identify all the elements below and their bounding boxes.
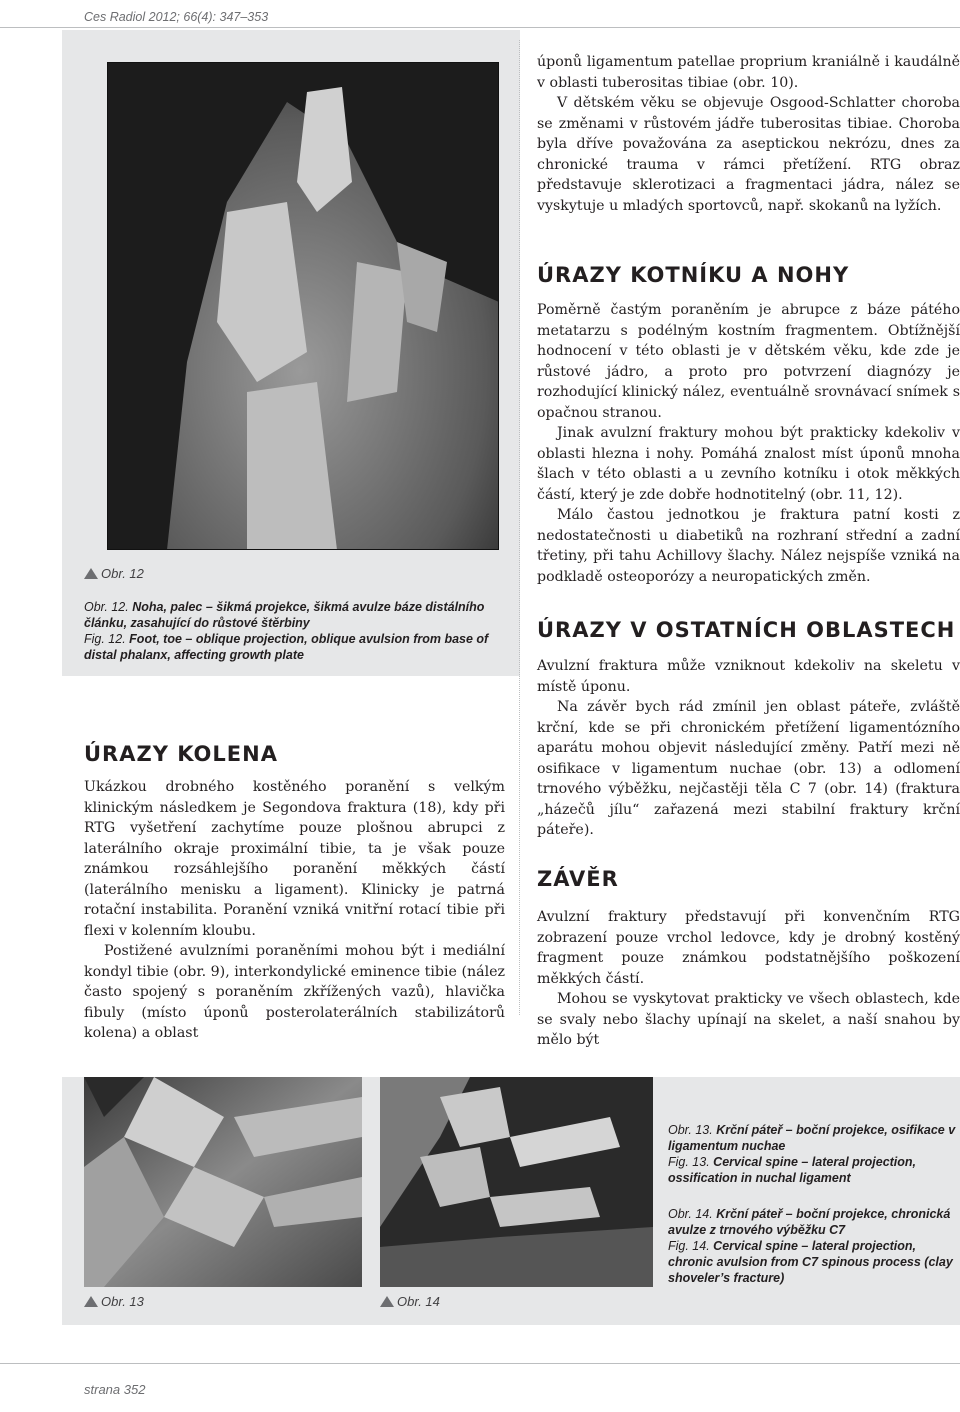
right-column-top-text: [537, 52, 960, 216]
caption-en-text: Cervical spine – lateral projection, ossification in nuchal ligament: [668, 1155, 917, 1185]
heading-conclusion: ZÁVĚR: [537, 867, 619, 891]
column-divider: [519, 40, 520, 1015]
paragraph: Poměrně častým poraněním je abrupce z báze pátého metatarzu s podélným kostním fragmentem. Obtížnější hodnocení v této oblasti je v dětském věku, kde zde je růstové jádro, a proto pro potvrzení diagnózy je rozhodující klinický nález, eventuálně srovnávací snímek s opačnou stranou.: [537, 302, 960, 421]
paragraph: Na závěr bych rád zmínil jen oblast páteře, zvláště krční, kde se při chronickém přetížení ligamentózního aparátu mohou objevit následující změny. Patří mezi ně osifikace v ligamentum nuchae (obr. 13) a odlomení trnového výběžku, nejčastěji těla C 7 (obr. 14) (fraktura „házečů jílu“ zařazená mezi stabilní fraktury krční páteře).: [537, 699, 960, 838]
page-number: strana 352: [84, 1382, 146, 1397]
header-rule: [0, 27, 960, 28]
caption-en-text: Foot, toe – oblique projection, oblique avulsion from base of distal phalanx, affecting growth plate: [84, 632, 489, 662]
heading-other-regions: ÚRAZY V OSTATNÍCH OBLASTECH: [537, 618, 956, 642]
figure-12-marker: [84, 566, 144, 581]
triangle-marker-icon: [84, 568, 98, 579]
figure-12-caption: [84, 599, 502, 663]
paragraph: Ukázkou drobného kostěného poranění s velkým klinickým následkem je Segondova fraktura (18), kdy při RTG vyšetření zachytíme pouze plošnou abrupci z laterálního okraje proximální tibie, ta je však pouze známkou rozsáhlejšího poranění měkkých částí (laterálního menisku a ligament). Klinicky je patrná rotační instabilita. Poranění vzniká vnitřní rotací tibie při flexi v kolenním kloubu.: [84, 779, 505, 939]
paragraph: Avulzní fraktury představují při konvenčním RTG zobrazení pouze vrchol ledovce, kdy je drobný kostěný fragment pouze známkou podstatnějšího poškození měkkých částí.: [537, 909, 960, 987]
caption-cz-label: Obr. 13.: [668, 1123, 713, 1137]
journal-citation: Ces Radiol 2012; 66(4): 347–353: [84, 10, 269, 24]
caption-cz-label: Obr. 12.: [84, 600, 129, 614]
figure-14-marker: [380, 1294, 440, 1309]
caption-en-text: Cervical spine – lateral projection, chronic avulsion from C7 spinous process (clay shoveler’s fracture): [668, 1239, 953, 1285]
figure-14-caption: [668, 1206, 956, 1286]
figure-14-marker-label: Obr. 14: [397, 1294, 440, 1309]
caption-cz-text: Noha, palec – šikmá projekce, šikmá avulze báze distálního článku, zasahující do růstové štěrbiny: [84, 600, 485, 630]
figure-13-marker-label: Obr. 13: [101, 1294, 144, 1309]
paragraph: Avulzní fraktura může vzniknout kdekoliv na skeletu v místě úponu.: [537, 658, 960, 695]
caption-cz-text: Krční páteř – boční projekce, chronická avulze z trnového výběžku C7: [668, 1207, 951, 1237]
paragraph: Jinak avulzní fraktury mohou být prakticky kdekoliv v oblasti hlezna i nohy. Pomáhá znalost míst úponů mnoha šlach v této oblasti a u zevního kotníku i otok měkkých částí, který je zde dobře hodnotitelný (obr. 11, 12).: [537, 425, 960, 503]
heading-knee-injuries: ÚRAZY KOLENA: [84, 742, 278, 766]
figure-14-xray: [380, 1077, 653, 1287]
figure-12-xray: [107, 62, 499, 550]
figure-12-marker-label: Obr. 12: [101, 566, 144, 581]
paragraph: úponů ligamentum patellae proprium kraniálně i kaudálně v oblasti tuberositas tibiae (obr. 10).: [537, 54, 960, 91]
right-column-other-text: [537, 656, 960, 841]
caption-cz-text: Krční páteř – boční projekce, osifikace v ligamentum nuchae: [668, 1123, 956, 1153]
caption-en-label: Fig. 13.: [668, 1155, 710, 1169]
caption-en-label: Fig. 12.: [84, 632, 126, 646]
triangle-marker-icon: [380, 1296, 394, 1307]
figure-13-xray: [84, 1077, 362, 1287]
caption-en-label: Fig. 14.: [668, 1239, 710, 1253]
paragraph: Postižené avulzními poraněními mohou být i mediální kondyl tibie (obr. 9), interkondylické eminence tibie (nález často spojený s poraněním zkřížených vazů), hlavička fibuly (místo úponů posterolaterálních stabilizátorů kolena) a oblast: [84, 943, 505, 1041]
figure-13-marker: [84, 1294, 144, 1309]
heading-ankle-foot-injuries: ÚRAZY KOTNÍKU A NOHY: [537, 263, 850, 287]
paragraph: V dětském věku se objevuje Osgood-Schlatter choroba se změnami v růstovém jádře tuberositas tibiae. Choroba byla dříve považována za aseptickou nekrózu, dnes za chronické trauma v rámci přetížení. RTG obraz představuje sklerotizaci a fragmentaci jádra, nález se vyskytuje u mladých sportovců, např. skokanů na lyžích.: [537, 95, 960, 214]
figure-13-caption: [668, 1122, 956, 1186]
triangle-marker-icon: [84, 1296, 98, 1307]
right-column-ankle-text: [537, 300, 960, 587]
paragraph: Mohou se vyskytovat prakticky ve všech oblastech, kde se svaly nebo šlachy upínají na skelet, a naší snahou by mělo být: [537, 991, 960, 1048]
right-column-conclusion-text: [537, 907, 960, 1051]
left-column-text: [84, 777, 505, 1044]
paragraph: Málo častou jednotkou je fraktura patní kosti z nedostatečnosti u diabetiků na rozhraní střední a zadní třetiny, při tahu Achillovy šlachy. Nález nejspíše vzniká na podkladě osteoporózy a neuropatických změn.: [537, 507, 960, 585]
caption-cz-label: Obr. 14.: [668, 1207, 713, 1221]
footer-rule: [0, 1363, 960, 1364]
